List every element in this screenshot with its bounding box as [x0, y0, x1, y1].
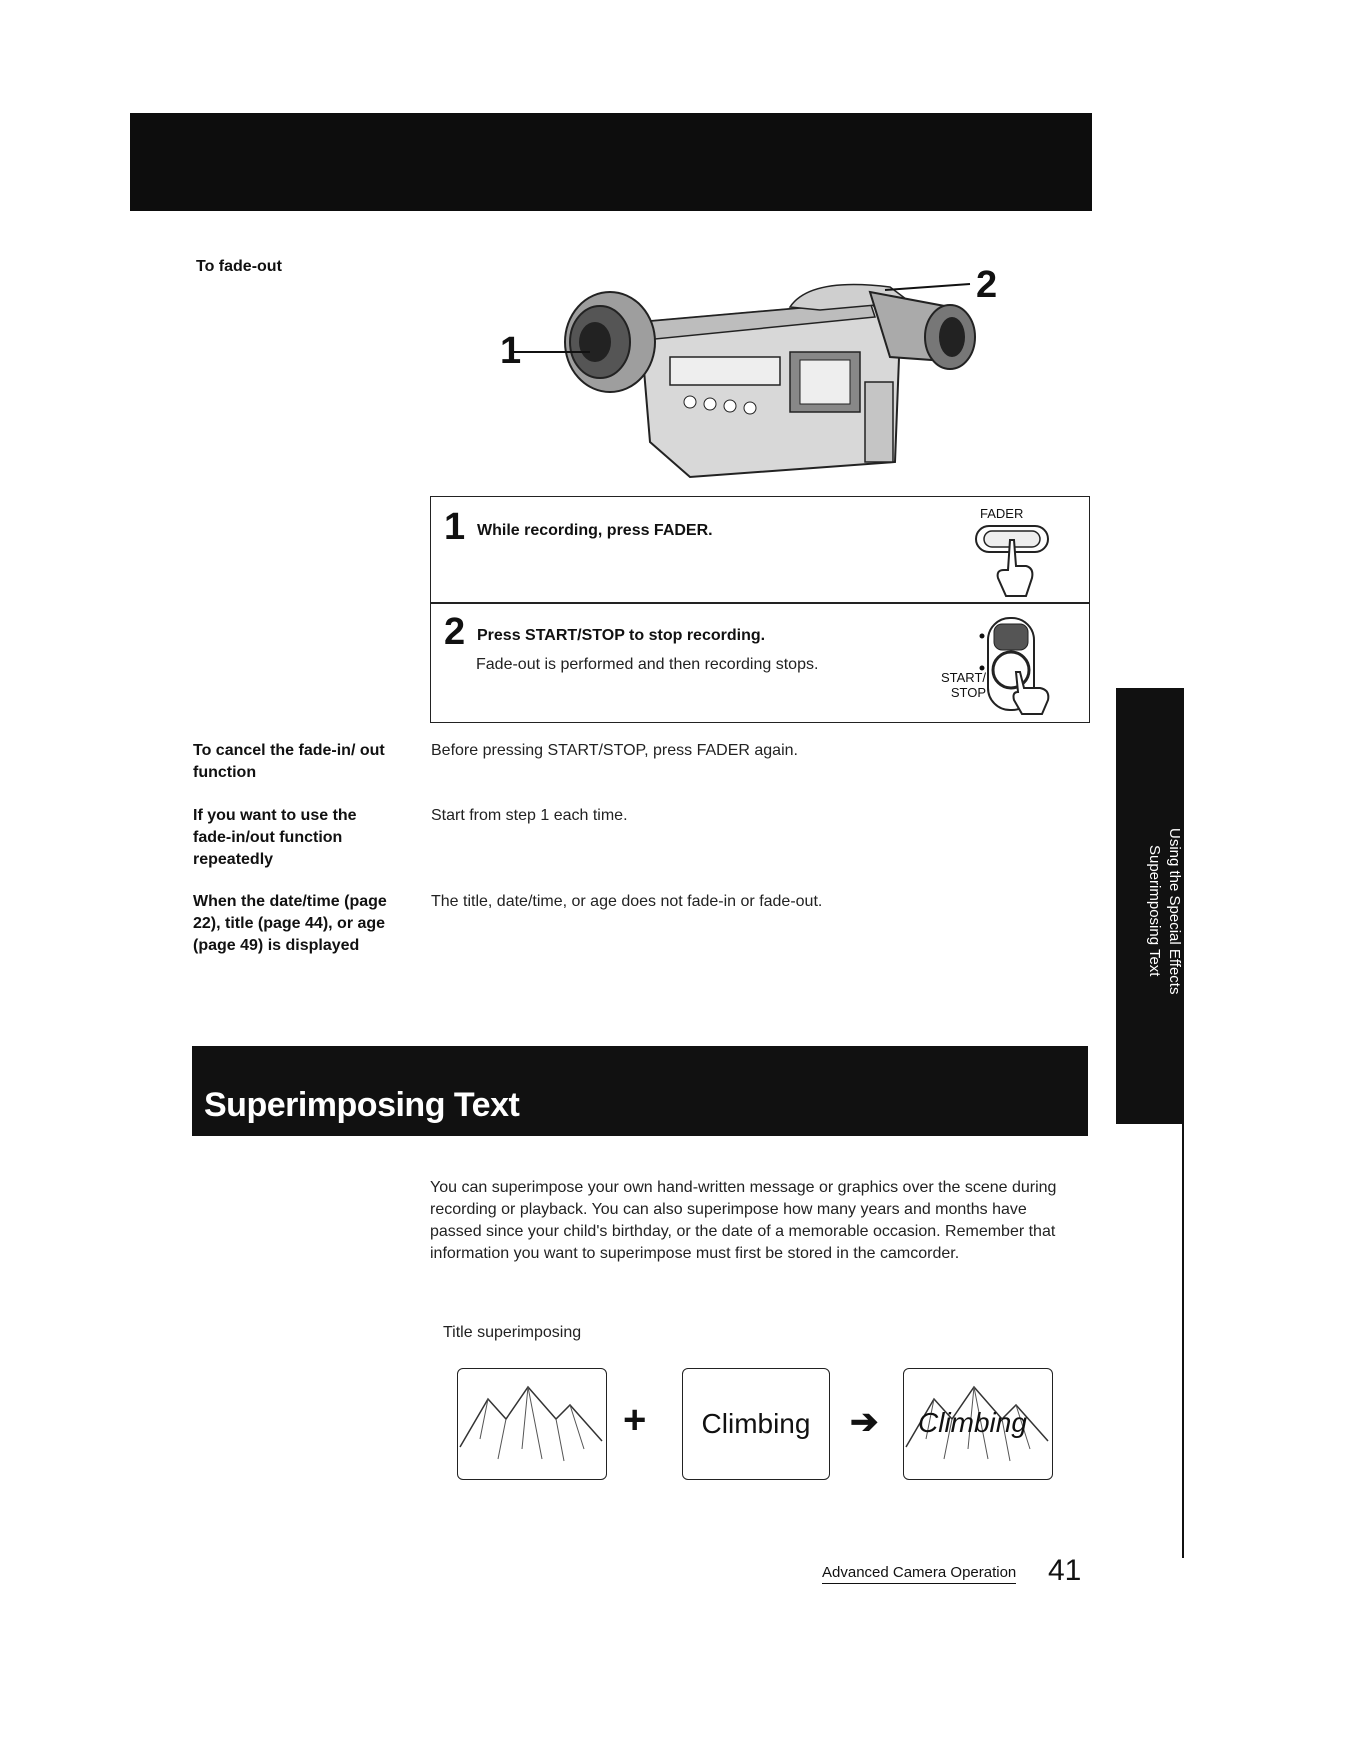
result-panel — [903, 1368, 1053, 1480]
page-number: 41 — [1048, 1554, 1082, 1587]
side-tab-line-2: Superimposing Text — [1146, 845, 1163, 977]
start-stop-label-line-2: STOP — [950, 685, 986, 700]
note-3-text: The title, date/time, or age does not fade-in or fade-out. — [431, 893, 823, 910]
arrow-icon: ➔ — [850, 1403, 879, 1441]
diagram-caption: Title superimposing — [443, 1324, 582, 1341]
side-rule — [1182, 1124, 1184, 1558]
fader-button-label: FADER — [980, 506, 1024, 521]
step-2-title: Press START/STOP to stop recording. — [477, 627, 766, 644]
step-1-title: While recording, press FADER. — [477, 522, 713, 539]
note-1-text: Before pressing START/STOP, press FADER again. — [431, 742, 798, 759]
mountain-icon — [458, 1369, 604, 1477]
side-tab-line-1: Using the Special Effects — [1166, 827, 1183, 995]
callout-2: 2 — [976, 264, 998, 306]
note-2-label: If you want to use the fade-in/out function repeatedly — [193, 807, 357, 868]
start-stop-label-line-1: START/ — [940, 670, 986, 685]
intro-paragraph: You can superimpose your own hand-written message or graphics over the scene during recording or playback. You can also superimpose how many years and months have passed since your child's birthday, or the date of a memorable occasion. Remember that information you want to superimpose must first be stored in the camcorder. — [430, 1179, 1057, 1262]
note-1-label: To cancel the fade-in/ out function — [193, 742, 385, 781]
step-1-number: 1 — [444, 506, 466, 548]
header-banner — [130, 113, 1092, 211]
fader-button-icon — [968, 522, 1058, 602]
fade-out-label: To fade-out — [196, 258, 282, 275]
footer-section-label: Advanced Camera Operation — [822, 1564, 1016, 1584]
mountain-scene-panel — [457, 1368, 607, 1480]
start-stop-button-icon — [978, 612, 1074, 716]
step-2-desc: Fade-out is performed and then recording stops. — [476, 656, 819, 673]
section-title: Superimposing Text — [204, 1086, 520, 1124]
callout-1: 1 — [500, 330, 522, 372]
title-text-panel — [682, 1368, 830, 1480]
title-text: Climbing — [701, 1408, 811, 1439]
steps-divider — [430, 602, 1090, 604]
camcorder-illustration — [490, 262, 1010, 502]
side-tab-text — [1116, 688, 1184, 1124]
superimposed-title-text: Climbing — [918, 1407, 1027, 1438]
note-2-text: Start from step 1 each time. — [431, 807, 628, 824]
note-3-label: When the date/time (page 22), title (page 44), or age (page 49) is displayed — [193, 893, 387, 954]
plus-sign: + — [623, 1398, 647, 1442]
step-2-number: 2 — [444, 611, 466, 653]
